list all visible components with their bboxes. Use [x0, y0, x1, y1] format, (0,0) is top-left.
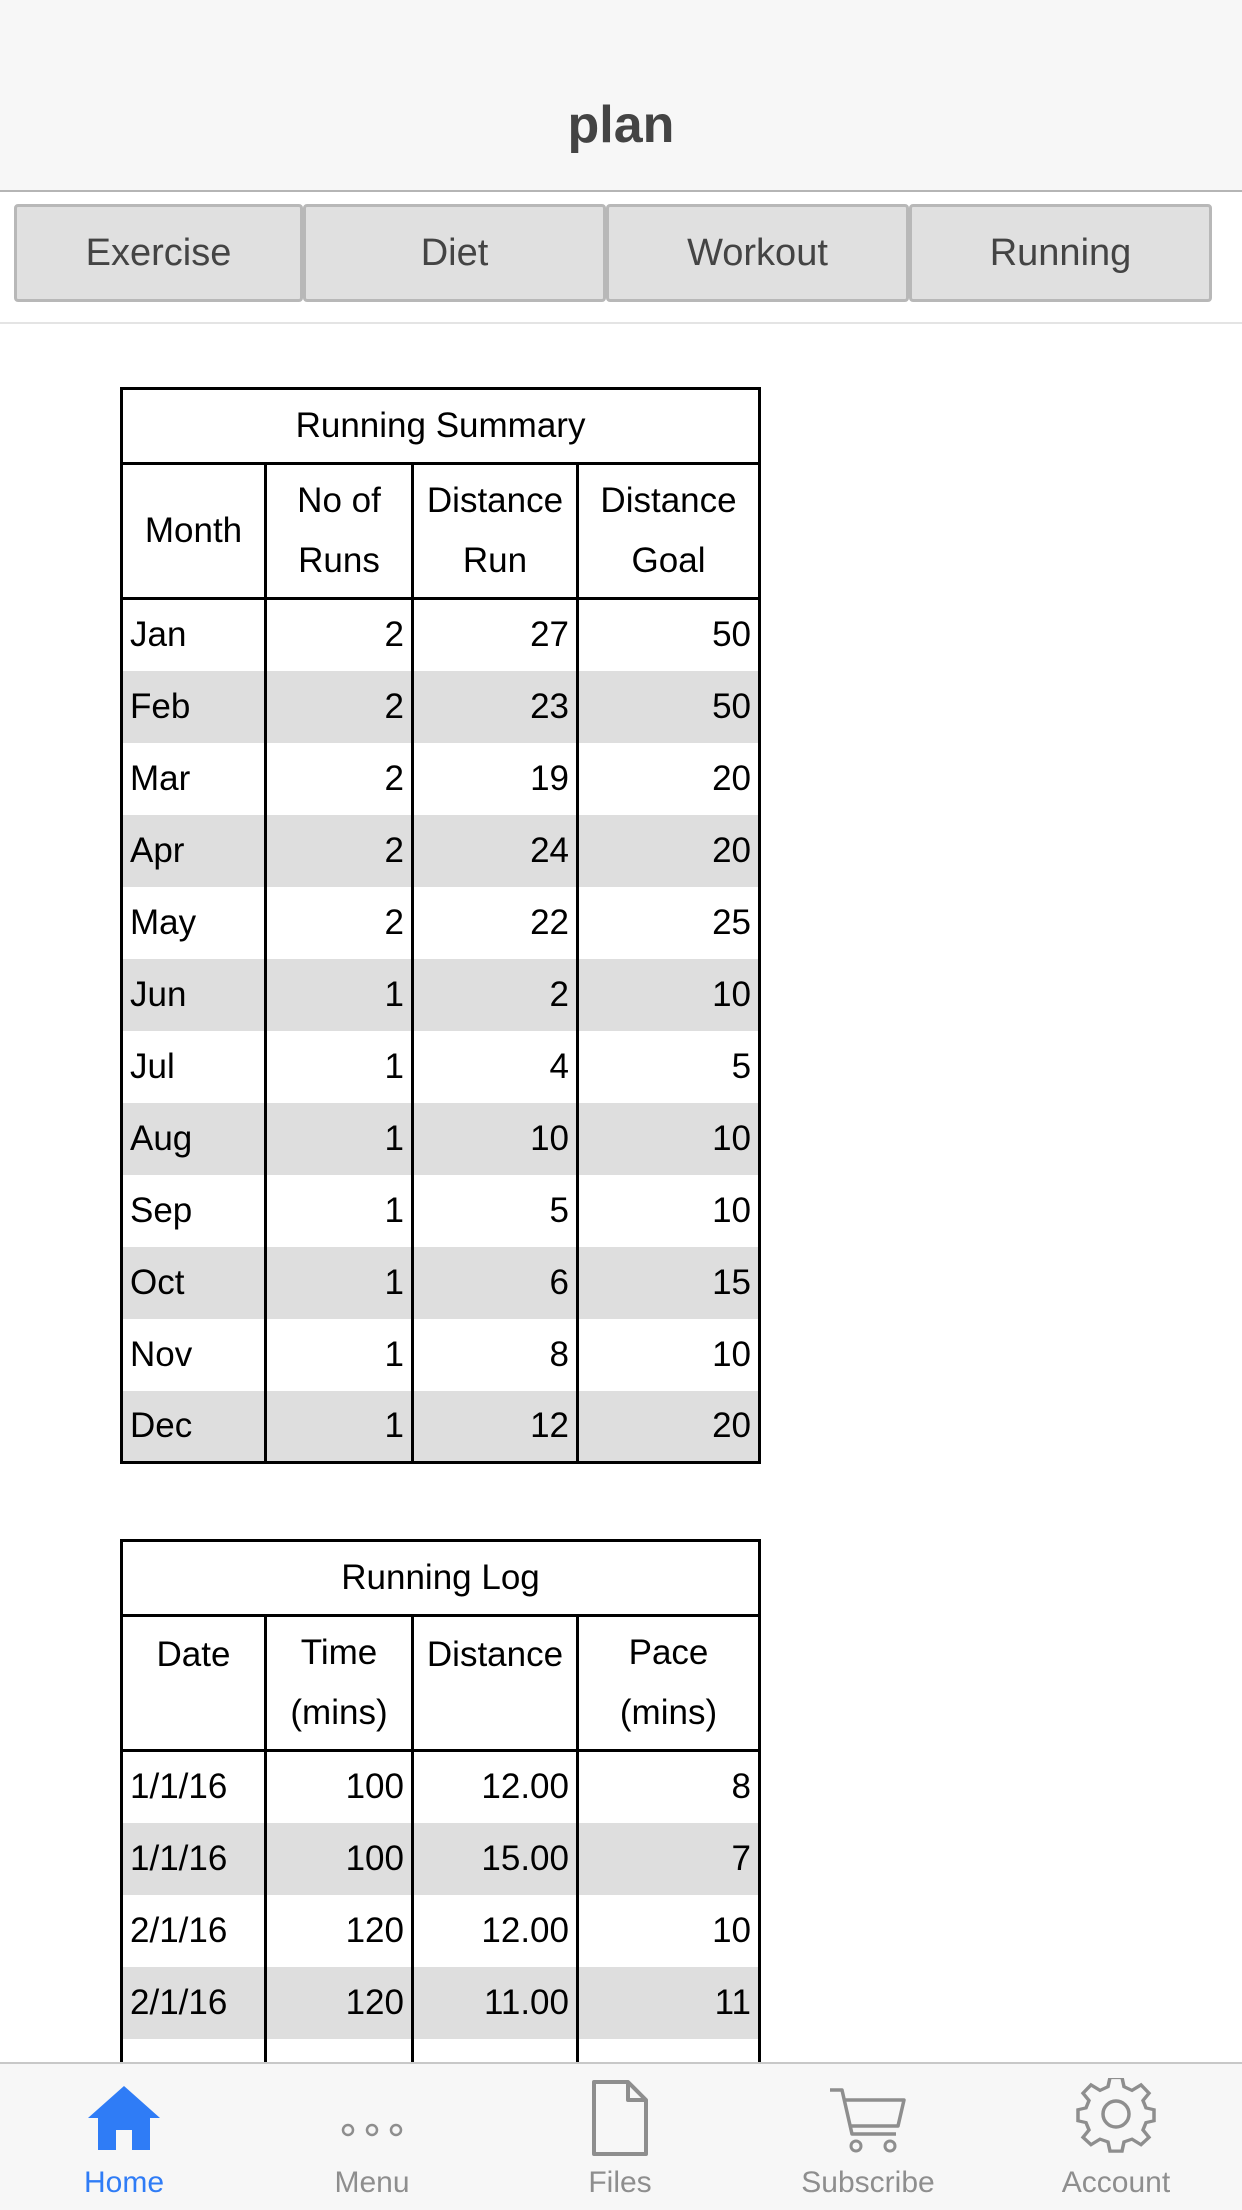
table-row: [122, 1391, 760, 1463]
tab-label: Files: [588, 2166, 652, 2199]
table-cell: 5: [578, 1031, 760, 1103]
table-row: [122, 1823, 760, 1895]
table-cell: 10: [578, 1103, 760, 1175]
table-cell: 1: [266, 1031, 413, 1103]
table-cell: 10: [578, 1319, 760, 1391]
table-cell: 11: [578, 1967, 760, 2039]
tab-subscribe[interactable]: [744, 2064, 992, 2210]
table-cell: Oct: [122, 1247, 266, 1319]
table-cell: 2: [266, 599, 413, 671]
running-log-table: [120, 1539, 761, 2112]
column-header: Month: [122, 464, 266, 599]
column-header: Distance Run: [413, 464, 578, 599]
table-row: [122, 1175, 760, 1247]
tab-label: Menu: [334, 2166, 410, 2199]
table-cell: 2: [413, 959, 578, 1031]
tab-account[interactable]: [992, 2064, 1240, 2210]
table-cell: 20: [578, 815, 760, 887]
table-cell: 1: [266, 1247, 413, 1319]
table-cell: 100: [266, 1823, 413, 1895]
table-cell: 15: [578, 1247, 760, 1319]
table-cell: Nov: [122, 1319, 266, 1391]
tab-bar: [0, 2062, 1242, 2210]
table-caption: Running Summary: [122, 389, 760, 464]
table-cell: 12.00: [413, 1895, 578, 1967]
table-row: [122, 1895, 760, 1967]
table-cell: 2: [266, 743, 413, 815]
segment-diet[interactable]: Diet: [303, 204, 606, 302]
table-cell: 4: [413, 1031, 578, 1103]
table-cell: 1: [266, 1175, 413, 1247]
table-row: [122, 1103, 760, 1175]
table-row: [122, 743, 760, 815]
table-cell: 10: [578, 1175, 760, 1247]
table-cell: 50: [578, 599, 760, 671]
tab-label: Account: [1061, 2166, 1171, 2199]
table-cell: Mar: [122, 743, 266, 815]
table-cell: 2: [266, 815, 413, 887]
home-icon: [84, 2078, 164, 2158]
running-summary-table: [120, 387, 761, 1464]
table-cell: 20: [578, 1391, 760, 1463]
table-cell: 12.00: [413, 1751, 578, 1823]
more-dots-icon: [332, 2078, 412, 2158]
table-cell: 10: [578, 959, 760, 1031]
navigation-bar: [0, 0, 1242, 192]
table-cell: 120: [266, 1967, 413, 2039]
page-title: plan: [567, 96, 675, 154]
table-cell: 2: [266, 887, 413, 959]
table-cell: 2/1/16: [122, 1967, 266, 2039]
tab-home[interactable]: [0, 2064, 248, 2210]
segment-running[interactable]: Running: [909, 204, 1212, 302]
column-header: Time (mins): [266, 1616, 413, 1751]
table-cell: 15.00: [413, 1823, 578, 1895]
table-cell: 8: [413, 1319, 578, 1391]
column-header: Pace (mins): [578, 1616, 760, 1751]
table-cell: Jun: [122, 959, 266, 1031]
table-cell: Jul: [122, 1031, 266, 1103]
table-cell: 20: [578, 743, 760, 815]
table-cell: 7: [578, 1823, 760, 1895]
table-cell: 6: [413, 1247, 578, 1319]
table-cell: Feb: [122, 671, 266, 743]
file-icon: [580, 2078, 660, 2158]
segment-workout[interactable]: Workout: [606, 204, 909, 302]
table-row: [122, 1967, 760, 2039]
tab-label: Subscribe: [801, 2166, 935, 2199]
table-row: [122, 1247, 760, 1319]
table-cell: May: [122, 887, 266, 959]
table-cell: 25: [578, 887, 760, 959]
table-cell: 5: [413, 1175, 578, 1247]
table-cell: 8: [578, 1751, 760, 1823]
table-cell: 10: [578, 1895, 760, 1967]
column-header: Date: [122, 1616, 266, 1751]
cart-icon: [828, 2078, 908, 2158]
table-row: [122, 1031, 760, 1103]
table-cell: 100: [266, 1751, 413, 1823]
table-cell: Jan: [122, 599, 266, 671]
column-header: Distance: [413, 1616, 578, 1751]
table-row: [122, 671, 760, 743]
table-row: [122, 887, 760, 959]
tab-menu[interactable]: [248, 2064, 496, 2210]
table-caption: Running Log: [122, 1541, 760, 1616]
table-cell: 1: [266, 959, 413, 1031]
segment-bar: [0, 192, 1242, 324]
column-header: No of Runs: [266, 464, 413, 599]
tab-label: Home: [83, 2166, 165, 2199]
table-cell: 50: [578, 671, 760, 743]
table-cell: 1/1/16: [122, 1823, 266, 1895]
table-row: [122, 1751, 760, 1823]
table-row: [122, 959, 760, 1031]
table-cell: 11.00: [413, 1967, 578, 2039]
table-cell: 22: [413, 887, 578, 959]
table-cell: 23: [413, 671, 578, 743]
table-cell: 1: [266, 1319, 413, 1391]
table-cell: 19: [413, 743, 578, 815]
table-cell: Apr: [122, 815, 266, 887]
column-header: Distance Goal: [578, 464, 760, 599]
table-cell: Dec: [122, 1391, 266, 1463]
table-cell: 120: [266, 1895, 413, 1967]
table-cell: 1/1/16: [122, 1751, 266, 1823]
table-row: [122, 599, 760, 671]
table-cell: 10: [413, 1103, 578, 1175]
table-cell: 12: [413, 1391, 578, 1463]
table-cell: 2: [266, 671, 413, 743]
table-cell: 27: [413, 599, 578, 671]
table-cell: 24: [413, 815, 578, 887]
table-row: [122, 815, 760, 887]
tab-files[interactable]: [496, 2064, 744, 2210]
table-cell: 2/1/16: [122, 1895, 266, 1967]
table-cell: Aug: [122, 1103, 266, 1175]
table-cell: 1: [266, 1391, 413, 1463]
table-cell: 1: [266, 1103, 413, 1175]
table-cell: Sep: [122, 1175, 266, 1247]
segment-exercise[interactable]: Exercise: [14, 204, 303, 302]
table-row: [122, 1319, 760, 1391]
gear-icon: [1076, 2078, 1156, 2158]
